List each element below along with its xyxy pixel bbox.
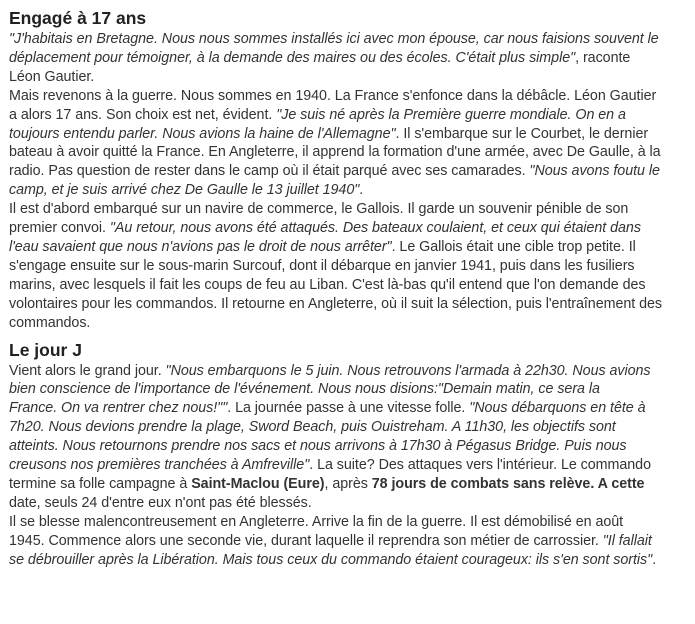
quote-text: bien conscience de l'importance de l'événement. Nous nous disions:"Demain matin, ce sera la — [9, 381, 600, 398]
text-line — [9, 418, 695, 437]
quote-text: camp, et je suis arrivé chez De Gaulle le 13 juillet 1940" — [9, 182, 360, 199]
text-line — [9, 380, 695, 399]
text-line — [9, 257, 695, 276]
body-text: radio. Pas question de rester dans le camp où il était parqué avec ses camarades. — [9, 163, 530, 180]
body-text: Mais revenons à la guerre. Nous sommes en 1940. La France s'enfonce dans la débâcle. Léon Gautier — [9, 87, 657, 104]
text-line — [9, 68, 695, 87]
text-line — [9, 456, 695, 475]
bold-text: Saint-Maclou (Eure) — [191, 475, 325, 492]
quote-text: "Au retour, nous avons été attaqués. Des bateaux coulaient, et ceux qui étaient dans — [109, 220, 641, 237]
body-text: . La suite? Des attaques vers l'intérieur. Le commando — [309, 457, 651, 474]
body-text: s'engage ensuite sur le sous-marin Surcouf, dont il débarque en janvier 1941, puis dans les fusiliers — [9, 257, 635, 274]
body-text: Léon Gautier. — [9, 68, 95, 85]
text-line — [9, 399, 695, 418]
quote-text: l'eau savaient que nous n'avions pas le droit de nous arrêter" — [9, 238, 392, 255]
text-line — [9, 181, 695, 200]
text-line — [9, 494, 695, 513]
text-line — [9, 362, 695, 381]
section-heading-jour-j: Le jour J — [9, 339, 82, 360]
body-text: Il est d'abord embarqué sur un navire de commerce, le Gallois. Il garde un souvenir pénible de son — [9, 201, 629, 218]
text-line — [9, 238, 695, 257]
quote-text: "J'habitais en Bretagne. Nous nous sommes installés ici avec mon épouse, car nous faisions souvent le — [9, 31, 659, 47]
body-text: . — [359, 182, 364, 199]
quote-text: "Je suis né après la Première guerre mondiale. On en a — [276, 106, 626, 123]
quote-text: 7h20. Nous devions prendre la plage, Sword Beach, puis Ouistreham. A 11h30, les objectifs sont — [9, 419, 616, 436]
text-line — [9, 513, 695, 532]
quote-text: "Nous débarquons en tête à — [469, 400, 646, 417]
body-text: . A cette — [590, 475, 645, 492]
text-line — [9, 532, 695, 551]
text-line — [9, 295, 695, 314]
body-text: Il se blesse malencontreusement en Angleterre. Arrive la fin de la guerre. Il est démobilisé en août — [9, 513, 624, 530]
body-text: , raconte — [575, 49, 631, 66]
body-text: bateau à avoir quitté la France. En Angleterre, il apprend la formation d'une armée, avec De Gaulle, à la — [9, 144, 661, 161]
bold-text: 78 jours de combats sans relève — [371, 475, 591, 492]
body-text: volontaires pour les commandos. Il retourne en Angleterre, où il suit la sélection, puis l'entraînement des — [9, 295, 663, 312]
body-text: , après — [324, 475, 372, 492]
quote-text: déplacement pour témoigner, à la demande des maires ou des écoles. C'était plus simple" — [9, 49, 576, 66]
quote-text: "Nous embarquons le 5 juin. Nous retrouvons l'armada à 22h30. Nous avions — [165, 362, 651, 379]
body-text: Vient alors le grand jour. — [9, 362, 166, 379]
section-body-jour-j — [9, 362, 695, 570]
section-heading-engage: Engagé à 17 ans — [9, 8, 147, 28]
text-line — [9, 475, 695, 494]
section-body-engage — [9, 30, 695, 333]
body-text: . — [652, 551, 657, 568]
text-line — [9, 125, 695, 144]
quote-text: "Nous avons foutu le — [529, 163, 660, 180]
quote-text: toujours entendu parler. Nous avions la haine de l'Allemagne" — [9, 125, 396, 142]
text-line — [9, 49, 695, 68]
body-text: 1945. Commence alors une seconde vie, durant laquelle il reprendra son métier de carrossier. — [9, 532, 603, 549]
body-text: termine sa folle campagne à — [9, 475, 192, 492]
body-text: a alors 17 ans. Son choix est net, évident. — [9, 106, 277, 123]
quote-text: "Il fallait — [602, 532, 652, 549]
quote-text: se débrouiller après la Libération. Mais tous ceux du commando étaient courageux: ils s'en sont sortis" — [9, 551, 653, 568]
body-text: premier convoi. — [9, 220, 110, 237]
body-text: marins, avec lesquels il fait les coups de feu au Liban. C'est là-bas qu'il entend que l'on demande des — [9, 276, 646, 293]
text-line — [9, 551, 695, 570]
body-text: commandos. — [9, 314, 91, 331]
text-line — [9, 106, 695, 125]
text-line — [9, 162, 695, 181]
text-line — [9, 30, 695, 49]
text-line — [9, 314, 695, 333]
quote-text: France. On va rentrer chez nous!"" — [9, 400, 228, 417]
text-line — [9, 200, 695, 219]
body-text: date, seuls 24 d'entre eux n'ont pas été blessés. — [9, 494, 312, 511]
text-line — [9, 276, 695, 295]
text-line — [9, 437, 695, 456]
text-line — [9, 143, 695, 162]
text-line — [9, 87, 695, 106]
body-text: . Il s'embarque sur le Courbet, le dernier — [395, 125, 649, 142]
quote-text: creusons nos premières tranchées à Amfreville" — [9, 457, 310, 474]
text-line — [9, 219, 695, 238]
body-text: . Le Gallois était une cible trop petite. Il — [391, 238, 636, 255]
body-text: . La journée passe à une vitesse folle. — [227, 400, 470, 417]
quote-text: atteints. Nous retournons prendre nos sacs et nous arrivons à 17h30 à Pégasus Bridge. Puis nous — [9, 438, 627, 455]
